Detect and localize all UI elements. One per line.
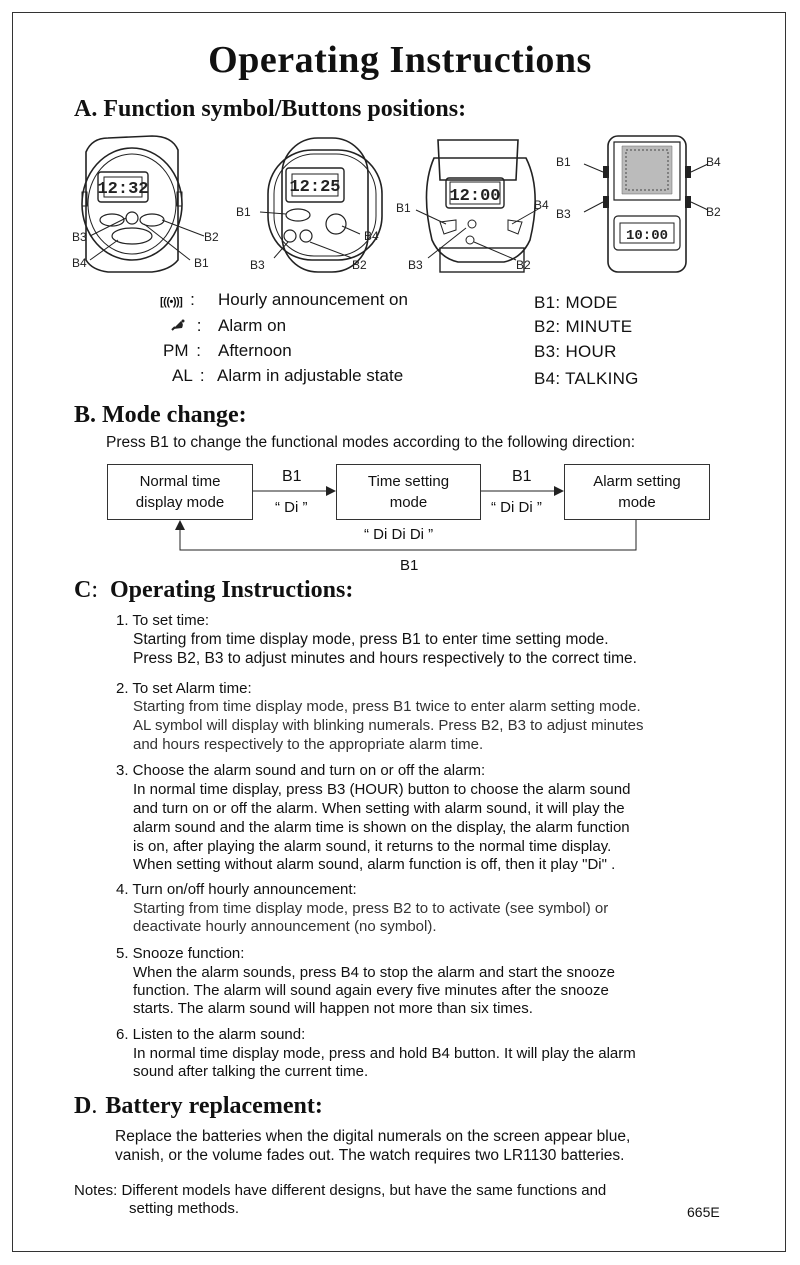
step-5-line: starts. The alarm sound will happen not more than six times. [133,1000,533,1017]
hourly-announcement-icon: [((•))] [160,296,183,308]
step-3-line: is on, after playing the alarm sound, it returns to the normal time display. [133,838,612,855]
callout-b2-w4: B2 [706,205,721,219]
callout-b3-w1: B3 [72,230,87,244]
symbol-colon: : [196,341,201,360]
section-c-sep: : [91,577,99,603]
symbol-desc: Afternoon [218,341,292,360]
callout-b3-w2: B3 [250,258,265,272]
step-4-title: 4. Turn on/off hourly announcement: [116,881,357,898]
symbol-desc: Alarm on [218,316,287,335]
step-3-line: In normal time display, press B3 (HOUR) button to choose the alarm sound [133,781,631,798]
mode-flow-arrows [0,0,800,600]
arrow-2-sound: “ Di Di ” [491,499,542,516]
step-2-line: AL symbol will display with blinking numerals. Press B2, B3 to adjust minutes [133,717,644,734]
callout-b2-w1: B2 [204,230,219,244]
section-c-heading [74,577,353,604]
step-2-title: 2. To set Alarm time: [116,680,252,697]
watch-4-time: 10:00 [625,228,669,244]
section-b-heading: B. Mode change: [74,402,247,428]
step-3-title: 3. Choose the alarm sound and turn on or off the alarm: [116,762,486,779]
callout-b1-w4: B1 [556,155,571,169]
page-title: Operating Instructions [208,39,592,81]
step-1-line: Press B2, B3 to adjust minutes and hours respectively to the correct time. [133,650,637,667]
button-b3-hour: B3: HOUR [534,342,617,361]
step-5-line: When the alarm sounds, press B4 to stop the alarm and start the snooze [133,964,615,981]
step-5-line: function. The alarm will sound again every five minutes after the snooze [133,982,609,999]
step-3-line: alarm sound and the alarm time is shown on the display, the alarm function [133,819,630,836]
step-6-line: In normal time display mode, press and hold B4 button. It will play the alarm [133,1045,636,1062]
button-b1-mode: B1: MODE [534,293,618,312]
watch-3-time: 12:00 [449,187,501,206]
mode-box-alarm-setting: Alarm setting mode [564,464,710,520]
battery-line: vanish, or the volume fades out. The watch requires two LR1130 batteries. [115,1147,625,1164]
callout-b1-w2: B1 [236,205,251,219]
arrow-2-button: B1 [512,468,532,485]
step-5-title: 5. Snooze function: [116,945,245,962]
callout-b4-w2: B4 [364,229,379,243]
button-b2-minute: B2: MINUTE [534,317,633,336]
section-c-letter: C [74,577,92,603]
step-1-line: Starting from time display mode, press B1 to enter time setting mode. [133,631,609,648]
section-d-heading: D. Battery replacement: [74,1093,323,1119]
section-c-title: Operating Instructions: [110,577,354,603]
symbol-desc: Hourly announcement on [218,290,408,309]
callout-b4-w1: B4 [72,256,87,270]
mode-change-intro: Press B1 to change the functional modes according to the following direction: [106,434,636,451]
notes-line: setting methods. [129,1200,240,1217]
battery-line: Replace the batteries when the digital numerals on the screen appear blue, [115,1128,631,1145]
step-2-line: Starting from time display mode, press B1 twice to enter alarm setting mode. [133,698,641,715]
mode-box-time-setting: Time setting mode [336,464,481,520]
step-6-line: sound after talking the current time. [133,1063,369,1080]
step-1-title: 1. To set time: [116,612,210,629]
watch-1-time: 12:32 [97,180,149,199]
watch-2-time: 12:25 [289,178,341,197]
step-6-title: 6. Listen to the alarm sound: [116,1026,306,1043]
symbol-colon: : [190,290,195,309]
callout-b3-w3: B3 [408,258,423,272]
callout-b4-w3: B4 [534,198,549,212]
al-indicator: AL [172,366,193,385]
return-arrow-button: B1 [400,557,419,574]
symbol-colon: : [196,316,202,335]
callout-b3-w4: B3 [556,207,571,221]
pm-indicator: PM [163,341,189,360]
step-4-line: deactivate hourly announcement (no symbol). [133,918,437,935]
callout-b2-w3: B2 [516,258,531,272]
step-3-line: and turn on or off the alarm. When setting with alarm sound, it will play the [133,800,625,817]
mode-box-normal: Normal time display mode [107,464,253,520]
step-2-line: and hours respectively to the appropriate alarm time. [133,736,484,753]
callout-b1-w1: B1 [194,256,209,270]
notes-line: Notes: Different models have different designs, but have the same functions and [74,1182,607,1199]
section-d-letter: D [74,1093,92,1119]
arrow-1-sound: “ Di ” [275,499,308,516]
callout-b4-w4: B4 [706,155,721,169]
symbol-colon: : [199,366,205,385]
arrow-1-button: B1 [282,468,302,485]
return-arrow-sound: “ Di Di Di ” [364,526,434,543]
section-a-heading: A. Function symbol/Buttons positions: [74,96,467,122]
document-code: 665E [687,1204,720,1220]
callout-b1-w3: B1 [396,201,411,215]
step-3-line: When setting without alarm sound, alarm function is off, then it play "Di" . [133,856,616,873]
button-b4-talking: B4: TALKING [534,369,639,388]
section-d-title: Battery replacement: [105,1093,323,1119]
step-4-line: Starting from time display mode, press B2 to to activate (see symbol) or [133,900,609,917]
symbol-desc: Alarm in adjustable state [217,366,404,385]
callout-b2-w2: B2 [352,258,367,272]
